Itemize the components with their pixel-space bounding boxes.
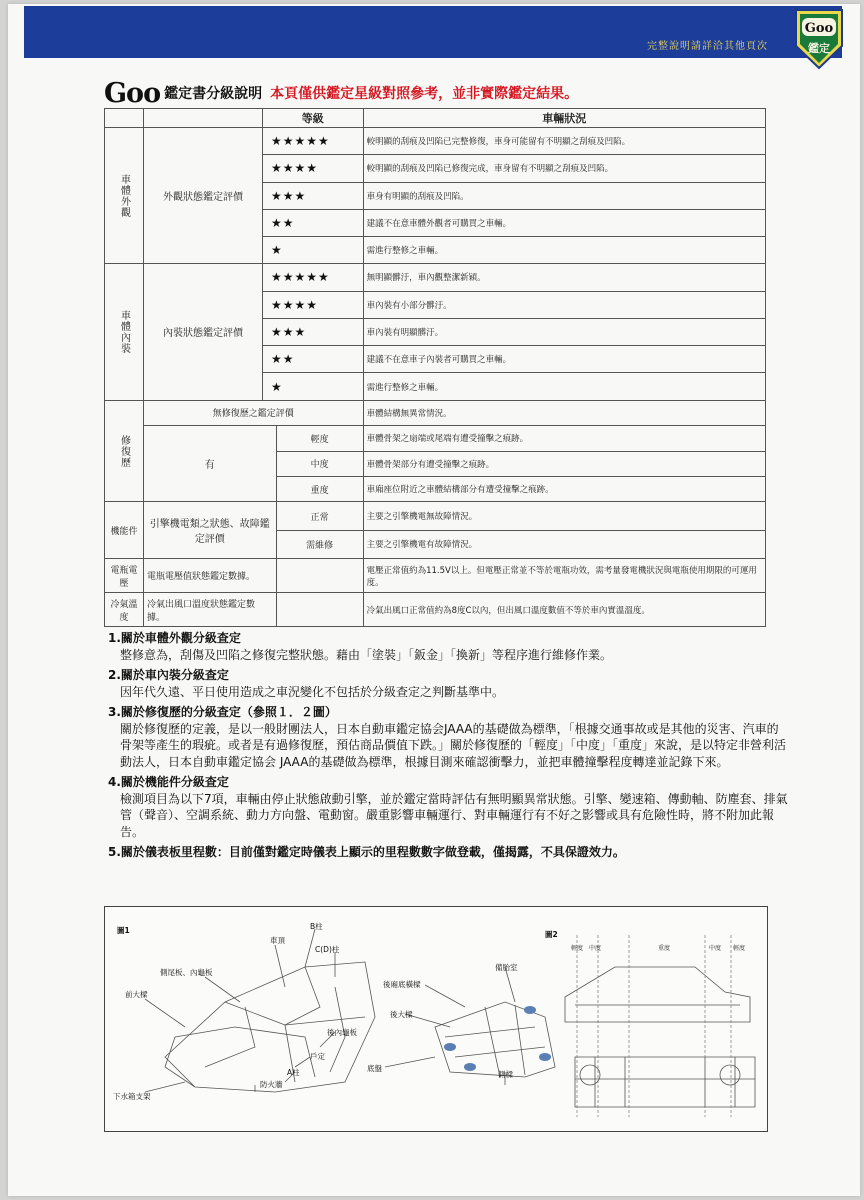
function-level: 正常 [276,502,363,530]
label-floor: 底盤 [367,1064,382,1073]
label-rear-inner: 後內龜板 [327,1028,357,1037]
condition-desc: 電壓正常值約為11.5V以上。但電壓正常並不等於電瓶功效，需考量發電機狀況與電瓶使用期限的可運用度。 [363,559,765,593]
condition-desc: 車內裝有小部分髒汙。 [363,291,765,318]
page-title: 鑑定書分級說明 [164,86,263,102]
repair-has-label: 有 [144,426,277,502]
zone-label: 輕度 [571,945,584,952]
label-radiator: 下水箱支架 [113,1092,151,1101]
note-4: 4.關於機能件分級查定 檢測項目為以下7項，車輛由停止狀態啟動引擎，並於鑑定當時評估有無明顯異常狀態。引擎、變速箱、傳動軸、防塵套、排氣管（聲音）、空調系統、動力方向盤、電動窗。嚴重影響車輛運行、對車輛運行有不好之影響或具有危險性時，將不附加此報告。 [108,775,788,839]
category-exterior: 車體外觀 [118,173,130,218]
item-exterior: 外觀狀態鑑定評價 [144,128,263,264]
label-firewall: 防火牆 [260,1080,283,1089]
condition-desc: 較明顯的刮痕及凹陷已完整修復，車身可能留有不明顯之刮痕及凹陷。 [363,128,765,155]
condition-desc: 車內裝有明顯髒汙。 [363,318,765,345]
item-battery: 電瓶電壓值狀態鑑定數據。 [144,559,277,593]
condition-desc: 車體骨架之扇端或尾端有遭受撞擊之痕跡。 [363,426,765,451]
condition-desc: 無明顯髒汙，車內觀整潔新穎。 [363,264,765,291]
note-2: 2.關於車內裝分級查定 因年代久遠、平日使用造成之車況變化不包括於分級查定之判斷基準中。 [108,668,505,699]
condition-desc: 車廂座位附近之車體結構部分有遭受撞擊之痕跡。 [363,477,765,502]
header-condition: 車輛狀況 [363,109,765,128]
star-rating: ★ [263,237,364,264]
table-row [105,128,766,155]
category-aircon: 冷氣溫度 [105,593,144,627]
condition-desc: 冷氣出風口正常值約為8度C以內，但出風口溫度數值不等於車內實溫溫度。 [363,593,765,627]
label-cd-pillar: C(D)柱 [315,945,340,954]
table-row [105,502,766,530]
zone-label: 輕度 [733,945,746,952]
category-interior: 車體內裝 [118,309,130,354]
condition-desc: 較明顯的刮痕及凹陷已修復完成，車身留有不明顯之刮痕及凹陷。 [363,155,765,182]
condition-desc: 建議不在意車體外觀者可購買之車輛。 [363,209,765,236]
label-rear-cross: 後廂底橫樑 [383,980,421,989]
header-note: 完整說明請詳洽其他頁次 [647,41,768,52]
frame-drawing [105,907,767,1131]
goo-logo: Goo [104,77,161,109]
star-rating: ★★★★★ [263,128,364,155]
label-fender: 側尾板、內龜板 [160,968,213,977]
function-level: 需維修 [276,530,363,558]
condition-desc: 主要之引擎機電有故障情況。 [363,530,765,558]
star-rating: ★★ [263,346,364,373]
zone-label: 重度 [658,945,671,952]
star-rating: ★★★ [263,182,364,209]
table-row [105,264,766,291]
title-row [104,78,578,108]
table-row [105,559,766,593]
title-disclaimer: 本頁僅供鑑定星級對照參考，並非實際鑑定結果。 [270,86,579,102]
star-rating: ★★★★ [263,291,364,318]
category-function: 機能件 [105,502,144,559]
condition-desc: 車體結構無異常情況。 [363,400,765,425]
condition-desc: 需進行整修之車輛。 [363,373,765,400]
repair-level: 中度 [276,451,363,476]
goo-badge-logo [790,8,848,70]
category-repair: 修復歷 [118,434,130,468]
zone-label: 中度 [589,945,602,952]
label-a-pillar: A柱 [287,1068,300,1077]
label-b-pillar: B柱 [310,922,323,931]
zone-label: 中度 [709,945,722,952]
table-row [105,426,766,451]
condition-desc: 主要之引擎機電無故障情況。 [363,502,765,530]
badge-caption: 鑑定 [808,42,830,55]
note-1: 1.關於車體外觀分級查定 整修意為，刮傷及凹陷之修復完整狀態。藉由「塗裝」「鈑金」「換新」等程序進行維修作業。 [108,631,613,662]
note-5: 5.關於儀表板里程數：目前僅對鑑定時儀表上顯示的里程數數字做登載，僅揭露，不具保證效力。 [108,845,625,859]
table-row [105,593,766,627]
grading-table [104,108,766,627]
item-interior: 內裝狀態鑑定評價 [144,264,263,400]
label-tire-house: 備胎室 [495,963,518,972]
label-door-sill: 戶定 [310,1052,325,1061]
star-rating: ★ [263,373,364,400]
repair-level: 輕度 [276,426,363,451]
label-front-beam: 前大樑 [125,990,148,999]
condition-desc: 車身有明顯的刮痕及凹陷。 [363,182,765,209]
star-rating: ★★★★ [263,155,364,182]
repair-level: 重度 [276,477,363,502]
header-bar [24,6,842,58]
label-side-beam: 側樑 [498,1070,513,1079]
condition-desc: 建議不在意車子內裝者可購買之車輛。 [363,346,765,373]
condition-desc: 車體骨架部分有遭受撞擊之痕跡。 [363,451,765,476]
star-rating: ★★★ [263,318,364,345]
fig1-label: 圖1 [117,926,130,935]
condition-desc: 需進行整修之車輛。 [363,237,765,264]
label-roof: 車頂 [270,936,285,945]
item-aircon: 冷氣出風口溫度狀態鑑定數據。 [144,593,277,627]
header-grade: 等級 [263,109,364,128]
notes-section [108,630,788,865]
category-battery: 電瓶電壓 [105,559,144,593]
table-row [105,400,766,425]
note-3: 3.關於修復歷的分級查定（參照１．２圖） 關於修復歷的定義，是以一般財團法人，日本自動車鑑定協会JAAA的基礎做為標準，「根據交通事故或是其他的災害、汽車的骨架等產生的瑕疵。或者是有過修復歷，預估商品價值下跌。」關於修復歷的「輕度」「中度」「重度」來說，是以特定非營利活動法人，日本自動車鑑定協会 JAAA的基礎做為標準，根據目測來確認衝擊力，並把車體撞擊程度轉達並記錄下來。 [108,705,787,769]
item-function: 引擎機電類之狀態、故障鑑定評價 [144,502,277,559]
car-frame-diagram [104,906,768,1132]
badge-logo-text: Goo [804,21,834,36]
star-rating: ★★ [263,209,364,236]
fig2-label: 圖2 [545,930,558,939]
repair-none-label: 無修復歷之鑑定評價 [144,400,364,425]
label-rear-beam: 後大樑 [390,1010,413,1019]
star-rating: ★★★★★ [263,264,364,291]
table-header-row [105,109,766,128]
